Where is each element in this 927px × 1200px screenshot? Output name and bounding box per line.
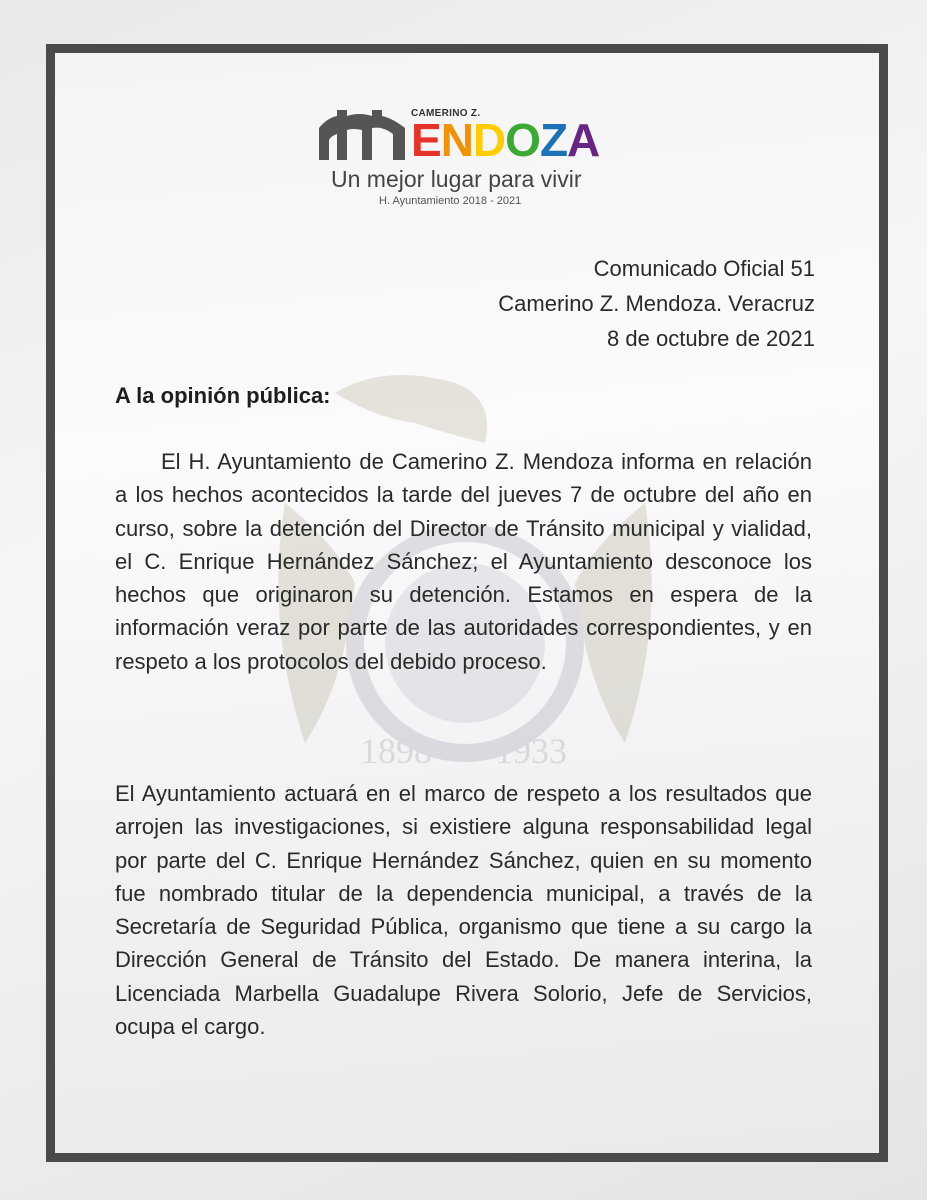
watermark-year-right: 1933 [495,731,567,771]
communique-number: Comunicado Oficial 51 [593,256,815,281]
logo-letter: N [440,114,473,166]
document-frame [46,44,888,1162]
communique-header [498,251,815,356]
communique-location: Camerino Z. Mendoza. Veracruz [498,291,815,316]
logo-small-text: CAMERINO Z. [411,108,481,119]
logo-letter: D [472,114,506,166]
logo-letter: O [505,114,540,166]
municipality-logo [317,108,627,218]
salutation: A la opinión pública: [115,383,331,408]
logo-letter: E [411,114,441,166]
body-paragraph-2: El Ayuntamiento actuará en el marco de respeto a los resultados que arrojen las investigaciones, si existiere alguna responsabilidad legal por parte del C. Enrique Hernández Sánchez, quien en su momento fue nombrado titular de la dependencia municipal, a través de la Secretaría de Seguridad Pública, organismo que tiene a su cargo la Dirección General de Tránsito del Estado. De manera interina, la Licenciada Marbella Guadalupe Rivera Solorio, Jefe de Servicios, ocupa el cargo. [115,781,812,1040]
watermark-year-left: 1898 [360,731,432,771]
logo-letter: Z [539,114,568,166]
logo-letter: A [567,114,600,166]
communique-date: 8 de octubre de 2021 [607,326,815,351]
body-paragraph-1: El H. Ayuntamiento de Camerino Z. Mendoza informa en relación a los hechos acontecidos la tarde del jueves 7 de octubre del año en curso, sobre la detención del Director de Tránsito municipal y vialidad, el C. Enrique Hernández Sánchez; el Ayuntamiento desconoce los hechos que originaron su detención. Estamos en espera de la información veraz por parte de las autoridades correspondientes, y en respeto a los protocolos del debido proceso. [115,449,812,674]
logo-wordmark [411,114,599,166]
logo-slogan: Un mejor lugar para vivir [331,166,582,192]
logo-period: H. Ayuntamiento 2018 - 2021 [379,195,522,207]
